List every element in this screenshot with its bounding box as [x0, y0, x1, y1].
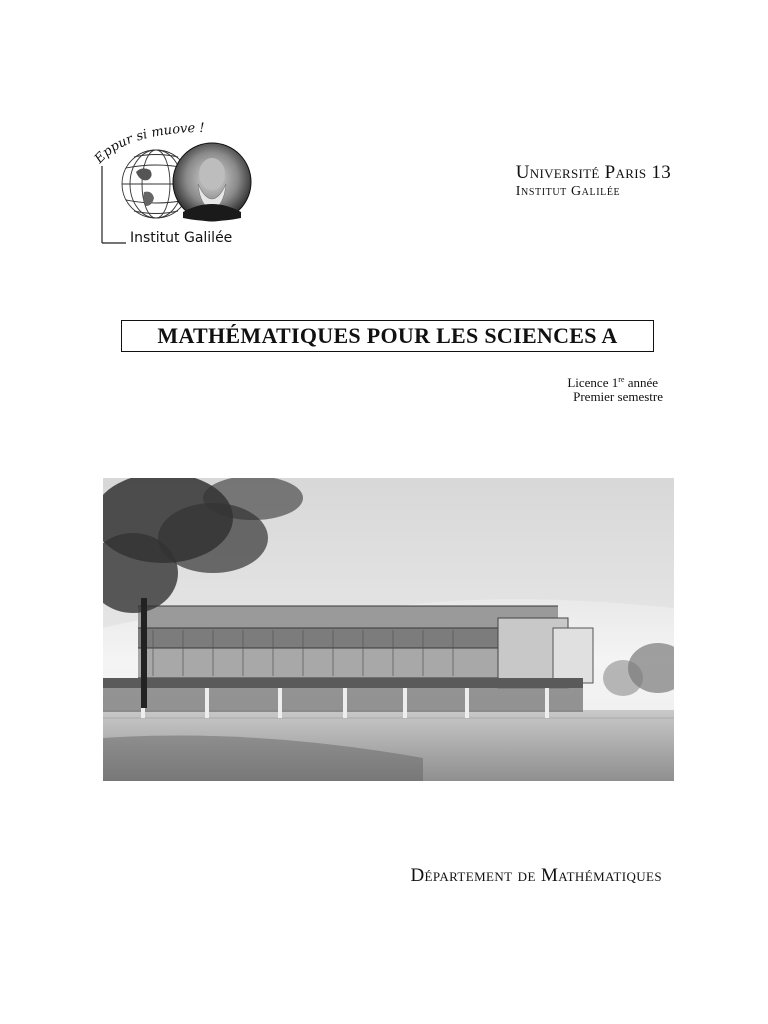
- logo-motto: Eppur si muove !: [91, 120, 205, 167]
- building-illustration: [103, 478, 674, 781]
- logo-label: Institut Galilée: [130, 230, 233, 246]
- level-superscript: re: [618, 375, 625, 384]
- university-header: [516, 162, 671, 200]
- university-name: Université Paris 13: [515, 162, 671, 183]
- institute-name: Institut Galilée: [515, 184, 621, 199]
- building-sketch-icon: [103, 478, 674, 781]
- semester: Premier semestre: [573, 389, 663, 404]
- institut-galilee-logo: [88, 112, 268, 252]
- course-title: MATHÉMATIQUES POUR LES SCIENCES A: [121, 320, 654, 352]
- level-prefix: Licence 1: [567, 375, 619, 390]
- galileo-globe-logo-icon: [88, 112, 268, 252]
- level-suffix: année: [624, 375, 658, 390]
- department-name: Département de Mathématiques: [410, 865, 662, 886]
